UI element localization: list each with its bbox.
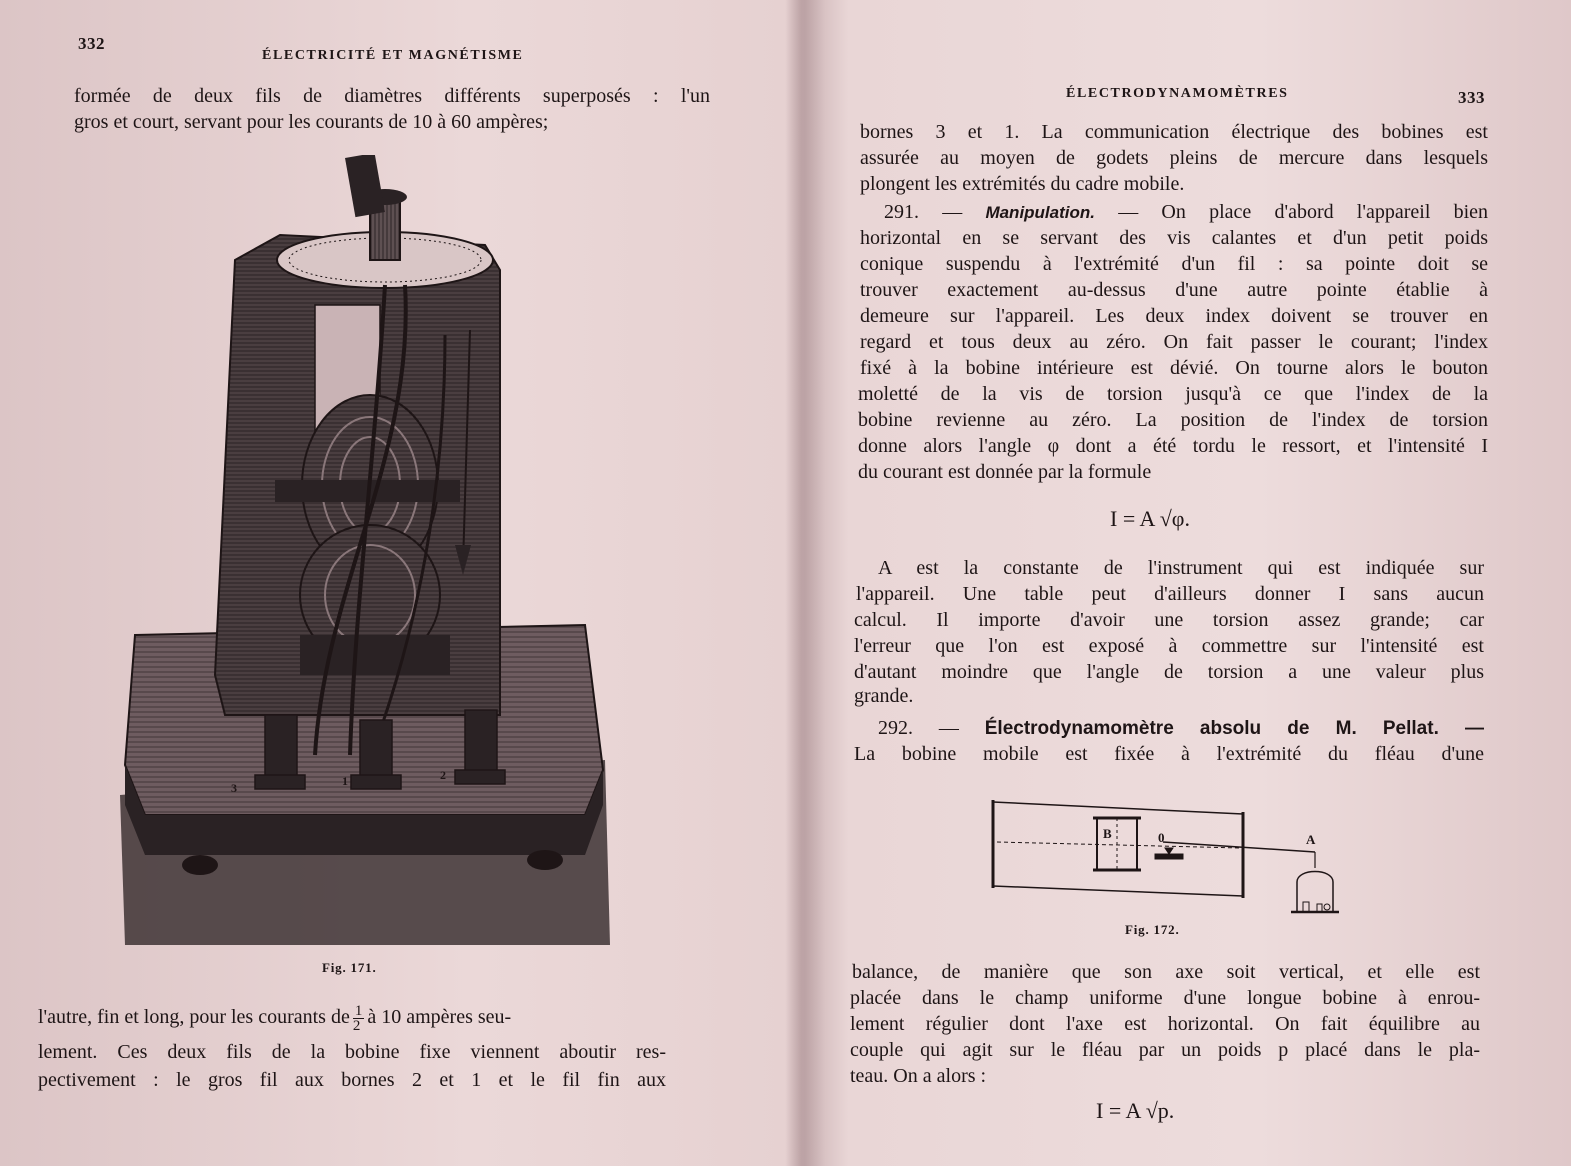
sec292-heading-line [878,716,1484,741]
fig171-terminal-label-3: 3 [231,781,238,795]
right-page [800,0,1571,1166]
sec291-first-text: — On place d'abord l'appareil bien [1118,201,1489,223]
right-page-number: 333 [1458,88,1485,107]
sec292-title: Électrodynamomètre absolu de M. Pellat. — [984,718,1484,739]
sec291-line-8: bobine revienne au zéro. La position de l'index de torsion [858,409,1488,431]
p1-line-3: plongent les extrémités du cadre mobile. [860,173,1185,195]
sec292-number: 292. — [878,717,959,739]
figure-171-caption: Fig. 171. [322,960,377,975]
sec291-line-7: moletté de la vis de torsion jusqu'à ce que l'index de la [858,383,1488,405]
p3-line-1: balance, de manière que son axe soit vertical, et elle est [852,961,1480,983]
fig172-label-o: 0 [1158,830,1166,845]
p2-line-2: l'appareil. Une table peut d'ailleurs donner I sans aucun [856,583,1484,605]
fig172-label-b: B [1103,826,1113,841]
figure-172-caption: Fig. 172. [1125,922,1180,937]
formula-i-equals-a-sqrt-p: I = A √p. [1096,1098,1175,1123]
sec291-line-10: du courant est donnée par la formule [858,461,1152,483]
p1-line-2: assurée au moyen de godets pleins de mercure dans lesquels [860,147,1488,169]
left-bottom-line-1 [38,1004,666,1033]
p3-line-4: couple qui agit sur le fléau par un poids p placé dans le pla- [850,1039,1480,1061]
p2-line-6: grande. [854,685,914,707]
fraction-numerator: 1 [354,1003,363,1019]
sec291-title: Manipulation. [985,203,1095,222]
sec291-line-4: demeure sur l'appareil. Les deux index doivent se trouver en [860,305,1488,327]
sec291-number: 291. — [884,201,963,223]
figure-171-engraving [115,155,615,950]
p3-line-2: placée dans le champ uniforme d'une longue bobine à enrou- [850,987,1480,1009]
fraction-denominator: 2 [352,1018,361,1034]
left-page-number: 332 [78,34,105,53]
sec291-line-5: regard et tous deux au zéro. On fait passer le courant; l'index [860,331,1488,353]
right-running-head: ÉLECTRODYNAMOMÈTRES [1066,86,1289,101]
sec292-line-1: La bobine mobile est fixée à l'extrémité du fléau d'une [854,743,1484,765]
sec291-line-3: trouver exactement au-dessus d'une autre pointe établie à [860,279,1488,301]
sec291-line-2: conique suspendu à l'extrémité d'un fil : sa pointe doit se [860,253,1488,275]
fig171-terminal-label-2: 2 [440,768,447,782]
left-bottom-line-1-after: à 10 ampères seu- [367,1006,512,1029]
fig172-label-a: A [1306,832,1317,847]
left-top-line-2: gros et court, servant pour les courants de 10 à 60 ampères; [74,111,549,133]
p2-line-1: A est la constante de l'instrument qui est indiquée sur [878,557,1484,579]
left-bottom-line-1-before: l'autre, fin et long, pour les courants de [38,1006,350,1029]
fig171-terminal-label-1: 1 [342,774,349,788]
left-bottom-line-2: lement. Ces deux fils de la bobine fixe viennent aboutir res- [38,1041,666,1063]
sec291-line-9: donne alors l'angle φ dont a été tordu le ressort, et l'intensité I [858,435,1488,457]
p2-line-4: l'erreur que l'on est exposé à commettre sur l'intensité est [854,635,1484,657]
p1-line-1: bornes 3 et 1. La communication électrique des bobines est [860,121,1488,143]
left-running-head: ÉLECTRICITÉ ET MAGNÉTISME [262,48,524,63]
p3-line-5: teau. On a alors : [850,1065,987,1087]
left-top-line-1: formée de deux fils de diamètres différents superposés : l'un [74,85,710,107]
left-bottom-line-3: pectivement : le gros fil aux bornes 2 et 1 et le fil fin aux [38,1069,666,1091]
p3-line-3: lement régulier dont l'axe est horizontal. On fait équilibre au [850,1013,1480,1035]
sec291-heading-line [884,200,1488,225]
sec291-line-6: fixé à la bobine intérieure est dévié. On tourne alors le bouton [860,357,1488,379]
p2-line-5: d'autant moindre que l'angle de torsion a une valeur plus [854,661,1484,683]
p2-line-3: calcul. Il importe d'avoir une torsion assez grande; car [854,609,1484,631]
figure-172-diagram [985,790,1345,920]
one-half-fraction [353,1004,365,1033]
formula-i-equals-a-sqrt-phi: I = A √φ. [1110,506,1190,531]
sec291-line-1: horizontal en se servant des vis calantes et d'un petit poids [860,227,1488,249]
